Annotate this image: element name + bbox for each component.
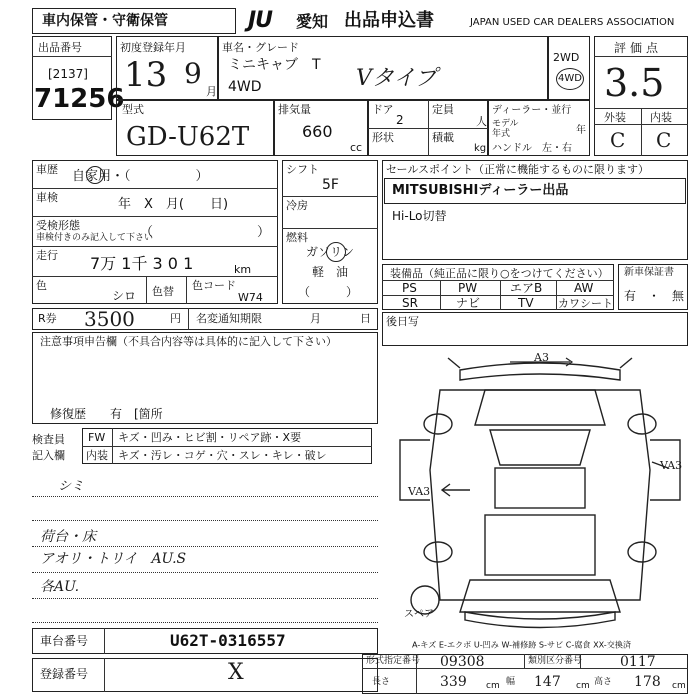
drive-4wd: 4WD	[558, 73, 582, 84]
length-value: 339	[440, 674, 467, 690]
lot-number: 71256	[34, 84, 125, 114]
fuel-diesel: 軽 油	[312, 265, 349, 279]
length-label: 長さ	[372, 677, 391, 687]
registration-month-unit: 月	[206, 85, 217, 98]
damage-a3-top: A3	[534, 351, 549, 364]
selling-point-line1: MITSUBISHIディーラー出品	[392, 183, 569, 198]
vehicle-name-label: 車名・グレード	[222, 41, 299, 54]
equip-ps: PS	[402, 281, 417, 295]
equip-sr: SR	[402, 296, 418, 310]
type-no-label: 形式指定番号	[366, 656, 421, 666]
registration-label: 初度登録年月	[120, 41, 186, 54]
handwritten-note3: アオリ・トリイ AU.S	[40, 551, 187, 567]
fuel-other: （ ）	[298, 285, 359, 299]
name-change-month: 月	[310, 312, 321, 325]
storage-label: 車内保管・守衛保管	[42, 13, 168, 29]
rear-photo-box	[382, 312, 688, 346]
color-value: シロ	[112, 289, 137, 303]
doors-label: ドア	[372, 103, 394, 116]
repair-history: 修復歴 有 [箇所	[50, 407, 163, 421]
capacity-unit: 人	[476, 115, 487, 128]
load-label: 積載	[432, 131, 454, 144]
equipment-label: 装備品（純正品に限り○をつけてください）	[390, 267, 609, 280]
history-label: 車歴	[36, 163, 58, 176]
equip-airbag: エアB	[510, 281, 543, 295]
reg-no-value: X	[228, 660, 244, 685]
shift-label: シフト	[286, 163, 319, 176]
color-label: 色	[36, 279, 47, 292]
name-change-label: 名変通知期限	[196, 312, 262, 325]
mileage-label: 走行	[36, 249, 58, 262]
selling-point-line2: Hi-Lo切替	[392, 209, 447, 223]
height-value: 178	[634, 674, 661, 690]
damage-legend: A-キズ E-エクボ U-凹み W-補修跡 S-サビ C-腐食 XX-交換済	[412, 641, 632, 651]
shift-value: 5F	[322, 177, 339, 193]
registration-month: 9	[184, 57, 202, 90]
registration-year: 13	[124, 55, 168, 95]
recv-form-label: 受検形態	[36, 219, 80, 232]
equip-tv: TV	[518, 296, 534, 310]
type-no-value: 09308	[440, 654, 485, 670]
displacement-value: 660	[302, 122, 333, 141]
inspection-value: 年 X 月( 日)	[118, 197, 229, 212]
r-ticket-unit: 円	[170, 312, 181, 325]
width-unit: cm	[576, 681, 590, 691]
height-unit: cm	[672, 681, 686, 691]
recv-form-value: （ ）	[140, 225, 271, 240]
mileage-unit: km	[234, 263, 252, 276]
history-value: 自家用・（ ）	[72, 169, 209, 184]
name-change-day: 日	[360, 312, 371, 325]
exterior-grade: C	[610, 128, 626, 152]
model-label: 型式	[122, 103, 144, 116]
width-label: 幅	[506, 677, 516, 687]
equip-aw: AW	[574, 281, 594, 295]
org-name: 愛知	[296, 12, 329, 31]
shape-label: 形状	[372, 131, 394, 144]
recv-form-note: 車検付きのみ記入して下さい	[36, 233, 154, 243]
r-ticket-value: 3500	[84, 307, 135, 331]
load-unit: kg	[474, 143, 487, 154]
vehicle-grade-handwritten: Vタイプ	[356, 66, 437, 91]
lot-small-number: [2137]	[48, 67, 88, 81]
capacity-label: 定員	[432, 103, 454, 116]
in-text: キズ・汚レ・コゲ・穴・スレ・キレ・破レ	[118, 449, 327, 462]
equip-navi: ナビ	[456, 296, 481, 310]
notes-label: 注意事項申告欄（不具合内容等は具体的に記入して下さい）	[40, 335, 337, 348]
lot-label: 出品番号	[38, 41, 82, 54]
equip-leather: カワシート	[558, 297, 613, 310]
ac-label: 冷房	[286, 199, 308, 212]
fw-text: キズ・凹み・ヒビ割・リペア跡・X要	[118, 431, 302, 444]
ju-logo: JU	[248, 8, 273, 33]
exterior-label: 外装	[604, 111, 626, 124]
r-ticket-label: R券	[38, 312, 57, 325]
inspector-label2: 記入欄	[32, 449, 65, 462]
mileage-value: 7万 1千 3 0 1	[90, 254, 194, 273]
history-circle	[86, 166, 104, 184]
spare-label: スペア	[404, 609, 434, 620]
vehicle-drive: 4WD	[228, 79, 262, 95]
drive-2wd: 2WD	[553, 51, 580, 64]
fuel-gas-circle	[326, 242, 346, 262]
color-change-label: 色替	[152, 285, 174, 298]
class-no-value: 0117	[620, 654, 656, 670]
color-code-label: 色コード	[192, 279, 236, 292]
in-label: 内装	[86, 449, 108, 462]
score-label: 評価点	[614, 41, 663, 55]
handwritten-note2: 荷台・床	[40, 529, 96, 545]
fuel-label: 燃料	[286, 231, 308, 244]
length-unit: cm	[486, 681, 500, 691]
chassis-number: U62T-0316557	[170, 631, 286, 650]
damage-va3-left: VA3	[408, 485, 431, 498]
equip-pw: PW	[458, 281, 478, 295]
interior-label: 内装	[650, 111, 672, 124]
car-damage-diagram	[390, 350, 690, 640]
handwritten-note4: 各AU.	[40, 579, 80, 595]
fw-label: FW	[88, 431, 106, 444]
selling-points-label: セールスポイント（正常に機能するものに限ります）	[386, 163, 650, 176]
displacement-unit: cc	[350, 141, 363, 154]
reg-no-label: 登録番号	[40, 667, 89, 681]
dealer-label: ディーラー・並行	[492, 105, 572, 116]
damage-va3-right: VA3	[660, 459, 683, 472]
model-year-unit: 年	[576, 125, 586, 136]
model-year-label: モデル 年式	[492, 119, 519, 139]
handle-label: ハンドル 左・右	[492, 143, 572, 154]
handwritten-note1: シミ	[58, 479, 85, 494]
form-title: 出品申込書	[344, 10, 434, 31]
fuel-gas: ガソリン	[306, 245, 355, 259]
warranty-label: 新車保証書	[624, 267, 674, 278]
doors-value: 2	[396, 113, 404, 127]
score-value: 3.5	[604, 61, 665, 105]
model-value: GD-U62T	[126, 122, 250, 152]
class-no-label: 類別区分番号	[528, 656, 583, 666]
inspector-label1: 検査員	[32, 433, 65, 446]
inspection-label: 車検	[36, 191, 58, 204]
height-label: 高さ	[594, 677, 613, 687]
warranty-value: 有 ・ 無	[624, 289, 685, 303]
chassis-label: 車台番号	[40, 634, 89, 648]
displacement-label: 排気量	[278, 103, 311, 116]
interior-grade: C	[656, 128, 672, 152]
vehicle-name: ミニキャブ T	[228, 57, 321, 73]
color-code: W74	[238, 291, 263, 304]
rear-photo-label: 後日写	[386, 315, 419, 328]
association-name: JAPAN USED CAR DEALERS ASSOCIATION	[470, 17, 675, 28]
width-value: 147	[534, 674, 561, 690]
